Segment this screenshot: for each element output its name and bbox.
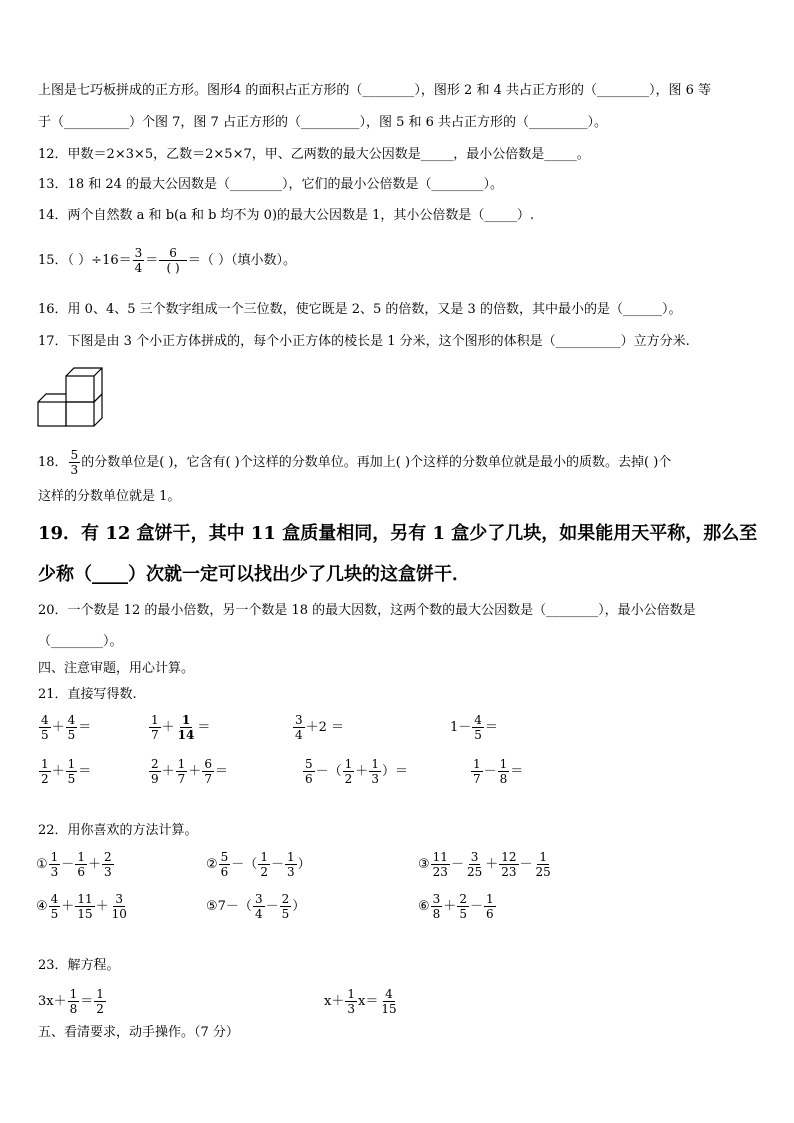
q21-item-4: 1－ $\frac{4}{5}$ ＝ (450, 713, 498, 742)
question-21-title: 21．直接写得数. (38, 687, 137, 702)
question-16: 16．用 0、4、5 三个数字组成一个三位数，使它既是 2、5 的倍数，又是 3 的倍数，其中最小的是（______）。 (38, 302, 682, 317)
question-12: 12．甲数＝2×3×5，乙数＝2×5×7，甲、乙两数的最大公因数是_____，最小公倍数是_____。 (38, 147, 590, 162)
q22-item-5: ⑤7－（ $\frac{3}{4}$ － $\frac{2}{5}$ ） (206, 892, 306, 921)
q23-equation-1: 3x＋ $\frac{1}{8}$ ＝ $\frac{1}{2}$ (38, 987, 104, 1016)
section-4-heading: 四、注意审题，用心计算。 (38, 661, 195, 676)
q23-equation-2: x＋ $\frac{1}{3}$ x＝ $\frac{4}{15}$ (324, 987, 397, 1016)
question-19-line-1: 19．有 12 盒饼干，其中 11 盒质量相同，另有 1 盒少了几块，如果能用天平称，那么至 (38, 523, 758, 544)
q21-item-2: $\frac{1}{7}$ ＋ $\frac{1}{14}$ ＝ (151, 713, 211, 742)
q21-item-1: $\frac{4}{5}$ ＋ $\frac{4}{5}$ ＝ (41, 713, 92, 742)
question-20-line-2: （________）。 (38, 634, 123, 649)
q21-item-6: $\frac{2}{9}$ ＋ $\frac{1}{7}$ ＋ $\frac{6}{7}$ ＝ (151, 757, 228, 786)
question-17: 17．下图是由 3 个小正方体拼成的，每个小正方体的棱长是 1 分米，这个图形的体积是（__________）立方分米. (38, 334, 690, 349)
question-19-line-2: 少称（____）次就一定可以找出少了几块的这盒饼干． (38, 564, 470, 585)
intro-line-1: 上图是七巧板拼成的正方形。图形4 的面积占正方形的（________），图形 2 和 4 共占正方形的（________），图 6 等 (38, 83, 712, 98)
q21-item-8: $\frac{1}{7}$ － $\frac{1}{8}$ ＝ (473, 757, 524, 786)
q22-item-3: ③ $\frac{11}{23}$ － $\frac{3}{25}$ ＋ $\frac{12}{23}$ － $\frac{1}{25}$ (418, 850, 551, 879)
q22-item-2: ② $\frac{5}{6}$ －（ $\frac{1}{2}$ － $\frac{1}{3}$ ） (206, 850, 311, 879)
question-13: 13．18 和 24 的最大公因数是（________），它们的最小公倍数是（________）。 (38, 177, 504, 192)
q22-item-6: ⑥ $\frac{3}{8}$ ＋ $\frac{2}{5}$ － $\frac{1}{6}$ (418, 892, 494, 921)
q15-suffix: ＝（ ）（填小数）。 (187, 253, 297, 268)
q15-fraction-1: $\frac{3}{4}$ (134, 246, 143, 275)
question-18-line-2: 这样的分数单位就是 1。 (38, 489, 181, 504)
intro-line-2: 于（__________）个图 7，图 7 占正方形的（_________），图 5 和 6 共占正方形的（_________）。 (38, 115, 608, 130)
q15-prefix: 15．（ ）÷16＝ (38, 253, 132, 268)
q21-item-7: $\frac{5}{6}$ －（ $\frac{1}{2}$ ＋ $\frac{1}{3}$ ）＝ (305, 757, 408, 786)
question-14: 14．两个自然数 a 和 b(a 和 b 均不为 0)的最大公因数是 1，其小公倍数是（_____）. (38, 208, 535, 223)
q22-item-4: ④ $\frac{4}{5}$ ＋ $\frac{11}{15}$ ＋ $\frac{3}{10}$ (36, 892, 127, 921)
cube-figure (36, 366, 106, 428)
q21-item-3: $\frac{3}{4}$ ＋2 ＝ (295, 713, 345, 742)
q22-item-1: ① $\frac{1}{3}$ － $\frac{1}{6}$ ＋ $\frac{2}{3}$ (36, 850, 112, 879)
question-23-title: 23．解方程。 (38, 958, 120, 973)
q18-fraction: $\frac{5}{3}$ (70, 448, 79, 477)
question-22-title: 22．用你喜欢的方法计算。 (38, 823, 198, 838)
question-20-line-1: 20．一个数是 12 的最小倍数，另一个数是 18 的最大因数，这两个数的最大公因数是（________），最小公倍数是 (38, 603, 696, 618)
question-18: 18． $\frac{5}{3}$ 的分数单位是( )，它含有( )个这样的分数单位。再加上( )个这样的分数单位就是最小的质数。去掉( )个 (38, 448, 672, 477)
q15-fraction-2: $\frac{6}{( )}$ (159, 246, 187, 275)
q21-item-5: $\frac{1}{2}$ ＋ $\frac{1}{5}$ ＝ (41, 757, 92, 786)
question-15: 15．（ ）÷16＝ $\frac{3}{4}$ ＝ $\frac{6}{( )}$ ＝（ ）（填小数）。 (38, 246, 297, 275)
section-5-heading: 五、看清要求，动手操作。（7 分） (38, 1025, 239, 1040)
